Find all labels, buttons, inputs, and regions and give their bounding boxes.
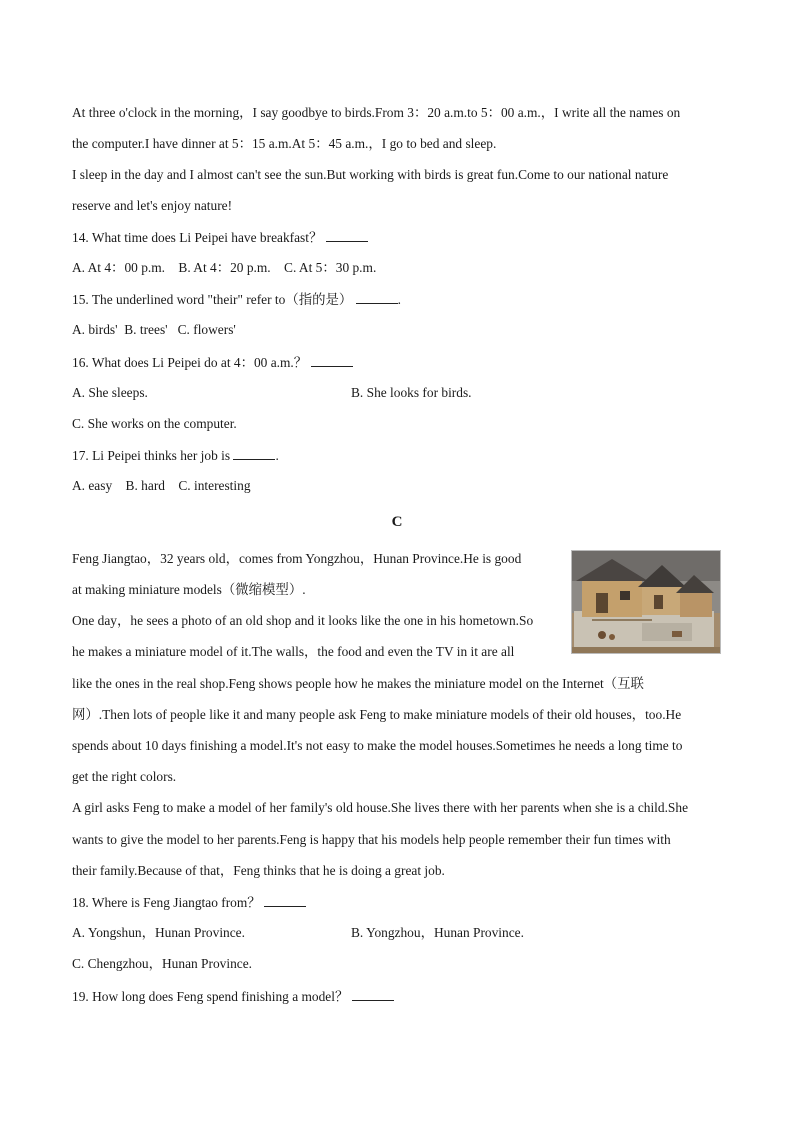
passage-c-line: A girl asks Feng to make a model of her family's old house.She lives there with her parents when she is a child.She: [72, 800, 689, 815]
question-19: [72, 988, 394, 1005]
answer-blank[interactable]: [311, 354, 353, 367]
passage-b-line: I sleep in the day and I almost can't see the sun.But working with birds is great fun.Come to our national nature: [72, 167, 669, 182]
passage-c-line: their family.Because of that，Feng thinks that he is doing a great job.: [72, 863, 445, 878]
section-heading: C: [391, 514, 403, 530]
question-stem: 14. What time does Li Peipei have breakfast？: [72, 230, 323, 245]
question-stem: 18. Where is Feng Jiangtao from？: [72, 895, 261, 910]
option-c: C. She works on the computer.: [72, 416, 237, 431]
passage-c-line: 网）.Then lots of people like it and many people ask Feng to make miniature models of their old houses，too.He: [72, 707, 682, 722]
option-b: B. She looks for birds.: [351, 385, 472, 400]
passage-b-line: At three o'clock in the morning，I say goodbye to birds.From 3：20 a.m.to 5：00 a.m.，I write all the names on: [72, 105, 681, 120]
answer-blank[interactable]: [352, 988, 394, 1001]
passage-b-line: reserve and let's enjoy nature!: [72, 198, 233, 213]
answer-blank[interactable]: [356, 291, 398, 304]
option-a: A. Yongshun，Hunan Province.: [72, 925, 245, 940]
question-17: 17. Li Peipei thinks her job is .: [72, 448, 279, 463]
question-18: [72, 894, 306, 911]
passage-c-line: wants to give the model to her parents.Feng is happy that his models help people remember their fun times with: [72, 832, 671, 847]
miniature-house-image: [572, 551, 721, 654]
question-15-options: A. birds' B. trees' C. flowers': [72, 322, 236, 337]
question-14: [72, 229, 368, 246]
question-stem: 16. What does Li Peipei do at 4：00 a.m.？: [72, 355, 308, 370]
question-17-options: A. easy B. hard C. interesting: [72, 478, 251, 493]
passage-c-line: spends about 10 days finishing a model.It's not easy to make the model houses.Sometimes he needs a long time to: [72, 738, 683, 753]
miniature-house-photo: [571, 550, 721, 654]
answer-blank[interactable]: [326, 229, 368, 242]
question-stem: 17. Li Peipei thinks her job is: [72, 448, 231, 463]
passage-c-line: like the ones in the real shop.Feng shows people how he makes the miniature model on the Internet（互联: [72, 676, 644, 691]
question-14-options: A. At 4：00 p.m. B. At 4：20 p.m. C. At 5：30 p.m.: [72, 260, 377, 275]
question-stem: 15. The underlined word "their" refer to（指的是）: [72, 292, 353, 307]
passage-c-line: One day，he sees a photo of an old shop and it looks like the one in his hometown.So: [72, 613, 534, 628]
passage-c-line: get the right colors.: [72, 769, 177, 784]
answer-blank[interactable]: [264, 894, 306, 907]
option-b: B. Yongzhou，Hunan Province.: [351, 925, 524, 940]
question-16: [72, 354, 353, 371]
question-stem: 19. How long does Feng spend finishing a model？: [72, 989, 349, 1004]
passage-b-line: the computer.I have dinner at 5：15 a.m.At 5：45 a.m.，I go to bed and sleep.: [72, 136, 497, 151]
option-c: C. Chengzhou，Hunan Province.: [72, 956, 253, 971]
option-a: A. She sleeps.: [72, 385, 148, 400]
answer-blank[interactable]: [233, 447, 275, 460]
passage-c-line: he makes a miniature model of it.The walls，the food and even the TV in it are all: [72, 644, 515, 659]
question-15: 15. The underlined word "their" refer to（指的是） .: [72, 292, 402, 307]
passage-c-line: at making miniature models（微缩模型）.: [72, 582, 306, 597]
passage-c-line: Feng Jiangtao，32 years old，comes from Yongzhou，Hunan Province.He is good: [72, 551, 522, 566]
